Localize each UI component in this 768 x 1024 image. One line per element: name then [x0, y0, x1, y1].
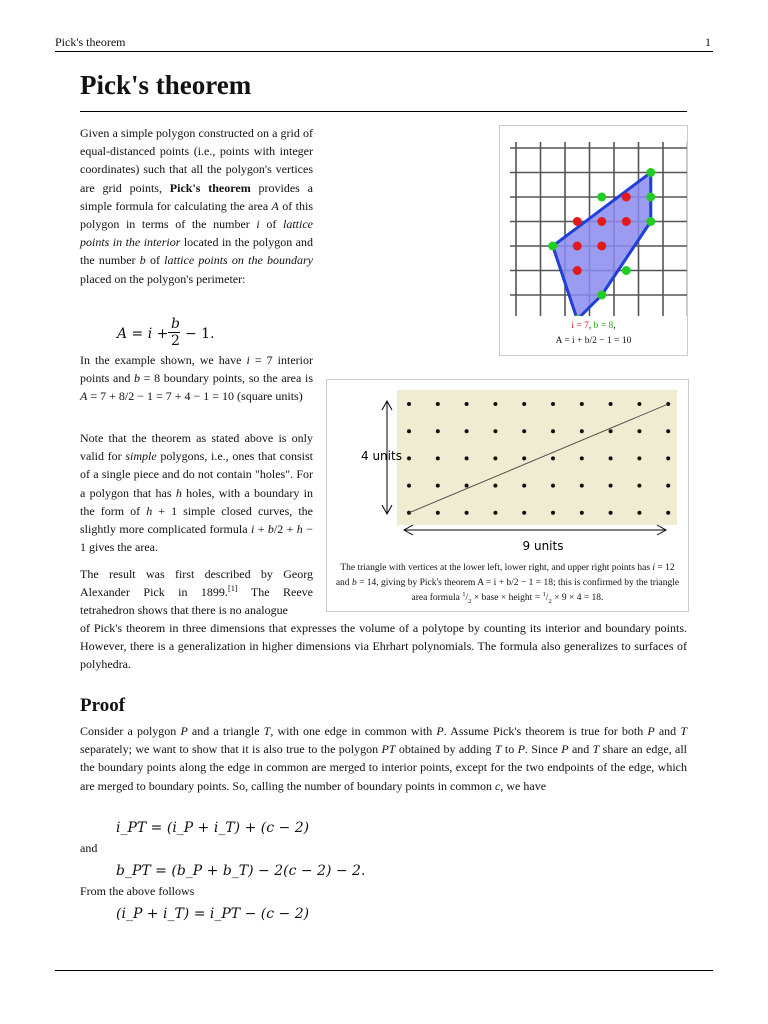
lattice-dot	[493, 484, 497, 488]
example-paragraph: In the example shown, we have i = 7 interior points and b = 8 boundary points, so the area is A = 7 + 8/2 − 1 = 7 + 4 − 1 = 10 (square units)	[80, 353, 313, 404]
interior-point	[597, 217, 606, 226]
lattice-dot	[522, 511, 526, 515]
lattice-dot	[666, 511, 670, 515]
lattice-dot	[580, 456, 584, 460]
lattice-dot	[465, 456, 469, 460]
lattice-dot	[637, 484, 641, 488]
lattice-dot	[493, 511, 497, 515]
lattice-dot	[465, 402, 469, 406]
lattice-dot	[436, 484, 440, 488]
footer-rule	[55, 970, 713, 971]
interior-point	[573, 266, 582, 275]
figure1-caption-line1: i = 7, b = 8,	[571, 321, 616, 331]
lattice-dot	[551, 456, 555, 460]
polygon-lattice-diagram	[500, 126, 687, 316]
lattice-dot	[522, 456, 526, 460]
lattice-dot	[551, 484, 555, 488]
lattice-dot	[609, 402, 613, 406]
interior-point	[622, 217, 631, 226]
lattice-dot	[522, 429, 526, 433]
boundary-point	[597, 291, 606, 300]
lattice-dot	[666, 456, 670, 460]
lattice-dot	[551, 402, 555, 406]
lattice-dot	[407, 402, 411, 406]
equation-interior: i_PT = (i_P + i_T) + (c − 2)	[116, 820, 310, 836]
lattice-dot	[637, 402, 641, 406]
lattice-dot	[637, 456, 641, 460]
citation-link[interactable]: [1]	[227, 584, 238, 594]
lattice-dot	[666, 484, 670, 488]
lattice-dot	[580, 429, 584, 433]
running-title: Pick's theorem	[55, 35, 126, 49]
proof-heading: Proof	[80, 695, 126, 716]
lattice-dot	[637, 511, 641, 515]
lattice-dot	[580, 511, 584, 515]
polygon-figure	[499, 125, 688, 356]
interior-point	[622, 193, 631, 202]
lattice-dot	[436, 511, 440, 515]
lattice-dot	[465, 484, 469, 488]
boundary-point	[646, 193, 655, 202]
lattice-dot	[493, 429, 497, 433]
interior-point	[573, 217, 582, 226]
lattice-dot	[666, 429, 670, 433]
interior-point	[573, 242, 582, 251]
width-label: 9 units	[522, 539, 564, 553]
lattice-dot	[551, 511, 555, 515]
boundary-point	[622, 266, 631, 275]
lattice-dot	[407, 429, 411, 433]
lattice-dot	[493, 402, 497, 406]
lattice-dot	[465, 429, 469, 433]
triangle-figure	[326, 379, 689, 612]
boundary-point	[548, 242, 557, 251]
figure2-caption: The triangle with vertices at the lower left, lower right, and upper right points has i = 12 and b = 14, giving by Pick's theorem A = i + b/2 − 1 = 18; this is confirmed by the triangle area formula $^1/_2$ × base × height = $^1/_2 \times 9 \times 4 = 18$.	[335, 563, 680, 605]
lattice-dot	[580, 402, 584, 406]
page-number: 1	[705, 35, 711, 49]
figure1-caption-line2: A = i + b/2 − 1 = 10	[555, 336, 632, 346]
lattice-dot	[609, 511, 613, 515]
lattice-dot	[493, 456, 497, 460]
title-rule	[80, 111, 687, 112]
lattice-dot	[580, 484, 584, 488]
lattice-dot	[609, 484, 613, 488]
lattice-dot	[637, 429, 641, 433]
proof-paragraph: Consider a polygon P and a triangle T, with one edge in common with P. Assume Pick's theorem is true for both P and T separately; we want to show that it is also true to the polygon PT obtained by adding T to P. Since P and T share an edge, all the boundary points along the edge in common are merged to interior points, except for the two endpoints of the edge, which are merged to boundary points. So, calling the number of boundary points in common c, we have	[80, 724, 688, 793]
boundary-point	[597, 193, 606, 202]
lattice-dot	[465, 511, 469, 515]
interior-point	[597, 242, 606, 251]
and-text: and	[80, 841, 98, 855]
height-label: 4 units	[361, 449, 402, 463]
equation-boundary: b_PT = (b_P + b_T) − 2(c − 2) − 2.	[116, 863, 366, 879]
lattice-dot	[436, 402, 440, 406]
lattice-dot	[522, 402, 526, 406]
equation-follows: (i_P + i_T) = i_PT − (c − 2)	[116, 906, 310, 922]
page-title: Pick's theorem	[80, 70, 252, 100]
intro-paragraph: Given a simple polygon constructed on a grid of equal-distanced points (i.e., points with integer coordinates) such that all the polygon's vertices are grid points, Pick's theorem provides a simple formula for calculating the area A of this polygon in terms of the number i of lattice points in the interior located in the polygon and the number b of lattice points on the boundary placed on the polygon's perimeter:	[80, 126, 313, 286]
lattice-dot	[609, 429, 613, 433]
lattice-dot	[436, 429, 440, 433]
lattice-dot	[407, 484, 411, 488]
lattice-dot	[522, 484, 526, 488]
lattice-dot	[609, 456, 613, 460]
from-above-text: From the above follows	[80, 884, 195, 898]
lattice-dot	[407, 456, 411, 460]
triangle-lattice-diagram	[327, 380, 688, 560]
boundary-point	[646, 217, 655, 226]
page-header	[55, 35, 713, 52]
holes-paragraph: Note that the theorem as stated above is only valid for simple polygons, i.e., ones that consist of a single piece and do not contain "holes". For a polygon that has h holes, with a boundary in the form of h + 1 simple closed curves, the slightly more complicated formula i + b/2 + h − 1 gives the area.	[80, 431, 313, 555]
boundary-point	[646, 168, 655, 177]
lattice-dot	[551, 429, 555, 433]
lattice-dot	[436, 456, 440, 460]
